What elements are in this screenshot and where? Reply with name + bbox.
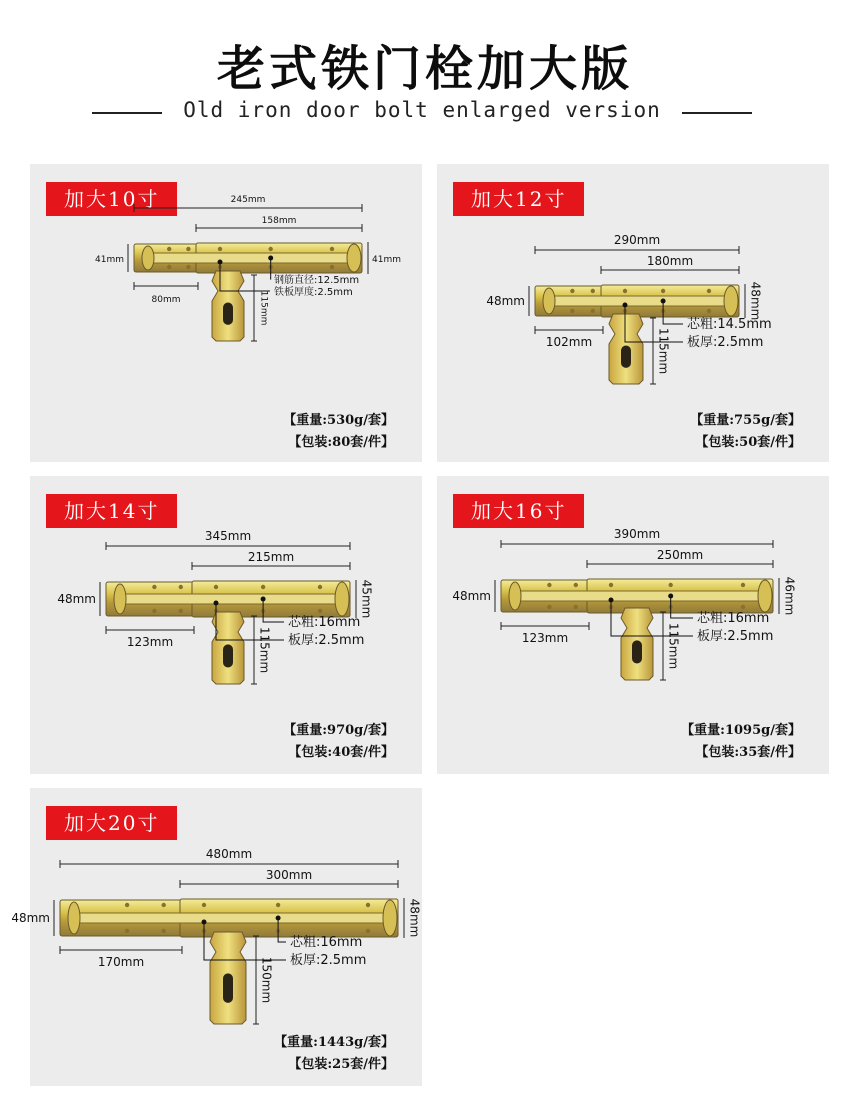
hasp-slot [621,346,631,368]
slide-length-dim-label: 215mm [247,550,295,564]
rivet-icon [330,247,334,251]
product-card-20 [11,788,422,1086]
spec-info [283,720,394,764]
product-card-14 [30,476,422,774]
bolt-right-curl [347,244,361,272]
bolt-right-curl [758,580,772,612]
plate-callout-label: 板厚:2.5mm [697,629,774,644]
rivet-icon [623,289,627,293]
rivet-icon [167,265,171,269]
rivet-icon [574,583,578,587]
total-length-dim-label: 390mm [613,527,661,541]
size-tag: 加大12寸 [453,182,584,216]
rivet-icon [570,289,574,293]
back-length-dim-label: 170mm [97,955,145,969]
weight-text: 【重量:1095g/套】 [681,723,801,738]
rivet-icon [707,289,711,293]
hasp-length-dim-label: 115mm [258,290,269,326]
rivet-icon [330,265,334,269]
rivet-icon [547,605,551,609]
right-height-dim-label: 48mm [748,281,763,321]
plate-callout-label: 板厚:2.5mm [687,335,764,350]
page-subtitle: Old iron door bolt enlarged version [183,98,661,122]
bolt-round-bar [72,913,396,923]
rivet-icon [162,903,166,907]
bolt-round-bar [547,296,737,306]
left-height-dim-label: 48mm [486,294,525,308]
hasp-slot [223,644,233,667]
hasp-length-dim-label: 115mm [656,327,671,375]
total-length-dim-label: 245mm [230,195,266,205]
rivet-icon [366,929,370,933]
left-height-dim-label: 41mm [95,255,124,265]
rivet-icon [591,309,595,313]
back-length-dim-label: 123mm [521,631,569,645]
slide-length-dim-label: 300mm [265,868,313,882]
core-callout-label: 芯粗:16mm [697,611,770,626]
back-length-dim-label: 102mm [545,335,593,349]
rivet-icon [152,609,156,613]
left-height-dim-label: 48mm [11,911,50,925]
plate-callout-label: 板厚:2.5mm [290,953,367,968]
rivet-icon [179,609,183,613]
rivet-icon [547,583,551,587]
total-length-dim-label: 290mm [613,233,661,247]
rivet-icon [591,289,595,293]
size-tag: 加大16寸 [453,494,584,528]
rivet-icon [574,605,578,609]
subtitle-rule-left [92,112,162,114]
rivet-icon [186,265,190,269]
subtitle-rule-right [682,112,752,114]
rivet-icon [162,929,166,933]
total-length-dim-label: 480mm [205,847,253,861]
rivet-icon [366,903,370,907]
rivet-icon [218,247,222,251]
packing-text: 【包装:50套/件】 [695,435,801,450]
packing-text: 【包装:40套/件】 [288,745,394,760]
rivet-icon [669,583,673,587]
rivet-icon [261,585,265,589]
rivet-icon [707,309,711,313]
spec-info [690,410,801,454]
rivet-icon [741,583,745,587]
bolt-left-curl [142,246,154,270]
product-card-10 [30,164,422,462]
core-callout-label: 芯粗:16mm [288,615,361,630]
packing-text: 【包装:25套/件】 [288,1057,394,1072]
back-length-dim-label: 123mm [126,635,174,649]
spec-info [283,410,394,454]
hasp-slot [632,640,642,663]
product-card-16 [437,476,829,774]
hasp-length-dim-label: 115mm [666,622,681,670]
rivet-icon [214,585,218,589]
slide-length-dim-label: 250mm [656,548,704,562]
rivet-icon [179,585,183,589]
spec-info [681,720,801,764]
hasp-slot [223,973,233,1002]
right-height-dim-label: 48mm [407,898,422,938]
bolt-round-bar [513,591,771,601]
hasp-length-dim-label: 150mm [259,956,274,1004]
rivet-icon [269,247,273,251]
right-height-dim-label: 41mm [372,255,401,265]
spec-info [274,1032,394,1076]
core-callout-label: 钢筋直径:12.5mm [274,275,360,286]
rivet-icon [609,583,613,587]
packing-text: 【包装:35套/件】 [695,745,801,760]
product-card-12 [437,164,829,462]
right-height-dim-label: 45mm [359,579,374,619]
left-height-dim-label: 48mm [57,592,96,606]
right-height-dim-label: 46mm [782,576,797,616]
slide-length-dim-label: 158mm [261,216,297,226]
rivet-icon [125,903,129,907]
rivet-icon [276,903,280,907]
bolt-right-curl [335,582,349,616]
packing-text: 【包装:80套/件】 [288,435,394,450]
weight-text: 【重量:755g/套】 [690,413,801,428]
rivet-icon [661,289,665,293]
size-tag: 加大14寸 [46,494,177,528]
size-tag: 加大10寸 [46,182,177,216]
subtitle-row [92,98,752,128]
bolt-right-curl [724,286,738,316]
page-title: 老式铁门栓加大版 [216,41,633,97]
rivet-icon [125,929,129,933]
rivet-icon [186,247,190,251]
plate-callout-label: 板厚:2.5mm [288,633,365,648]
slide-length-dim-label: 180mm [646,254,694,268]
bolt-left-curl [543,288,555,314]
rivet-icon [318,609,322,613]
back-length-dim-label: 80mm [151,295,181,305]
left-height-dim-label: 48mm [452,589,491,603]
bolt-left-curl [68,902,80,934]
total-length-dim-label: 345mm [204,529,252,543]
core-callout-label: 芯粗:16mm [290,935,363,950]
bolt-round-bar [146,253,360,263]
rivet-icon [152,585,156,589]
hasp-slot [223,303,233,325]
size-tag: 加大20寸 [46,806,177,840]
weight-text: 【重量:1443g/套】 [274,1035,394,1050]
hasp-length-dim-label: 115mm [257,626,272,674]
rivet-icon [202,903,206,907]
rivet-icon [318,585,322,589]
rivet-icon [741,605,745,609]
rivet-icon [167,247,171,251]
weight-text: 【重量:970g/套】 [283,723,394,738]
bolt-left-curl [114,584,126,614]
weight-text: 【重量:530g/套】 [283,413,394,428]
plate-callout-label: 铁板厚度:2.5mm [274,287,353,298]
bolt-round-bar [118,594,348,604]
core-callout-label: 芯粗:14.5mm [687,317,772,332]
bolt-right-curl [383,900,397,936]
rivet-icon [570,309,574,313]
bolt-left-curl [509,582,521,610]
